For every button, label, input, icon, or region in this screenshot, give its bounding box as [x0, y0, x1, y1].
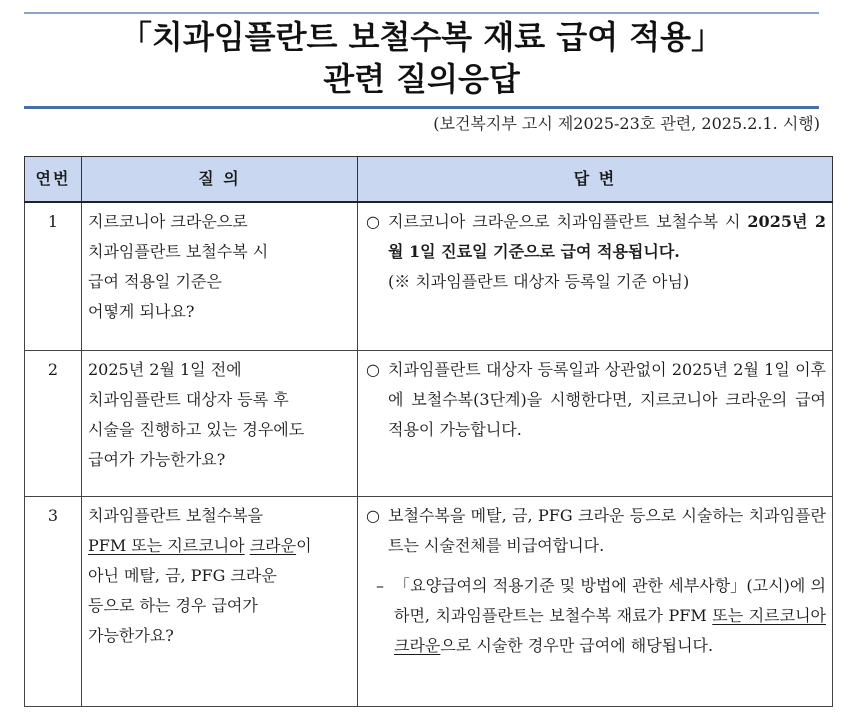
answer-subtext	[394, 571, 826, 661]
question-line: 등으로 하는 경우 급여가	[88, 595, 258, 615]
question-line: 아닌 메탈, 금, PFG 크라운	[88, 565, 277, 585]
answer-cell	[358, 350, 833, 496]
header-question: 질 의	[82, 157, 358, 203]
answer-subtext-part: 「요양급여의 적용기준 및 방법에 관한 세부사항」(고시)에 의하면, 치과임플란트는 보철수복 재료가 PFM	[394, 575, 826, 625]
question-line	[88, 531, 351, 561]
answer-text: 보철수복을 메탈, 금, PFG 크라운 등으로 시술하는 치과임플란트는 시술전체를 비급여합니다.	[388, 505, 826, 555]
header-answer: 답 변	[358, 157, 833, 203]
question-line: 어떻게 되나요?	[88, 302, 195, 321]
row-number: 2	[25, 350, 82, 496]
question-line: 치과임플란트 보철수복을	[88, 505, 264, 525]
answer-emphasis: 2025년 2월 1일 진료일 기준으로 급여 적용됩니다.	[388, 212, 826, 261]
underlined-text: PFM 또는 지르코니아	[88, 535, 245, 555]
page-title	[24, 16, 819, 100]
question-line: 가능한가요?	[88, 625, 174, 645]
qa-table	[24, 156, 833, 707]
row-number: 3	[25, 496, 82, 706]
answer-cell	[358, 202, 833, 350]
title-line-1: 「치과임플란트 보철수복 재료 급여 적용」	[119, 18, 724, 56]
question-line: 급여 적용일 기준은	[88, 272, 222, 291]
question-line: 급여가 가능한가요?	[88, 449, 226, 469]
answer-subtext-part: 으로 시술한 경우만 급여에 해당됩니다.	[440, 635, 714, 655]
answer-text: 치과임플란트 대상자 등록일과 상관없이 2025년 2월 1일 이후에 보철수복(3단계)을 시행한다면, 지르코니아 크라운의 급여 적용이 가능합니다.	[388, 359, 826, 439]
question-cell	[82, 202, 358, 350]
row-number: 1	[25, 202, 82, 350]
subtitle: (보건복지부 고시 제2025-23호 관련, 2025.2.1. 시행)	[433, 114, 820, 133]
answer-note: (※ 치과임플란트 대상자 등록일 기준 아님)	[388, 272, 690, 291]
question-line: 치과임플란트 보철수복 시	[88, 242, 269, 261]
answer-text: 지르코니아 크라운으로 치과임플란트 보철수복 시	[388, 212, 741, 231]
title-rule	[24, 106, 819, 109]
answer-cell	[358, 496, 833, 706]
title-line-2: 관련 질의응답	[323, 60, 520, 98]
top-rule	[24, 12, 819, 14]
table-row	[25, 496, 833, 706]
question-line: 치과임플란트 대상자 등록 후	[88, 389, 289, 409]
circle-bullet-icon: ○	[366, 359, 380, 379]
question-cell	[82, 350, 358, 496]
table-header-row	[25, 157, 833, 203]
question-line: 시술을 진행하고 있는 경우에도	[88, 419, 305, 439]
question-line: 2025년 2월 1일 전에	[88, 359, 242, 379]
question-text: 이	[296, 535, 312, 555]
table-row	[25, 202, 833, 350]
table-row	[25, 350, 833, 496]
question-cell	[82, 496, 358, 706]
circle-bullet-icon: ○	[366, 212, 380, 231]
header-num: 연번	[25, 157, 82, 203]
underlined-text: 크라운	[249, 535, 297, 555]
circle-bullet-icon: ○	[366, 505, 380, 525]
underlined-text: 크라운	[394, 635, 441, 655]
dash-bullet-icon: –	[376, 575, 384, 595]
underlined-text: 또는 지르코니아	[712, 605, 826, 625]
question-line: 지르코니아 크라운으로	[88, 212, 248, 231]
